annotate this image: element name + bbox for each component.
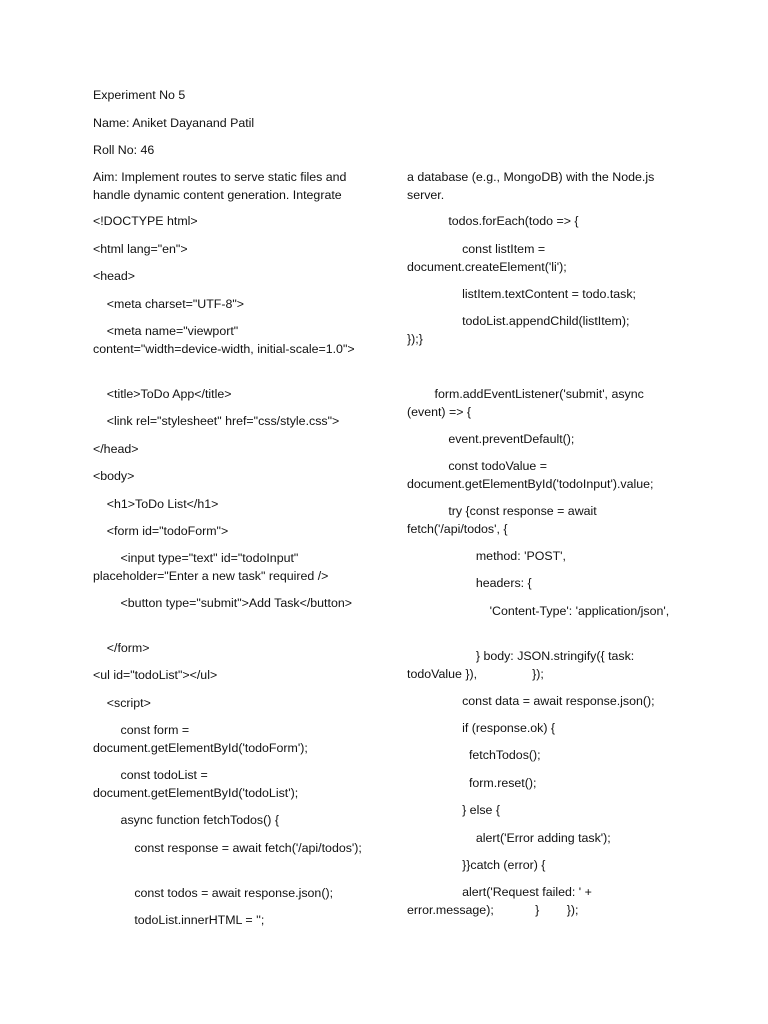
code-line: headers: { <box>407 576 532 590</box>
code-line: listItem.textContent = todo.task; <box>407 287 636 301</box>
code-line: </head> <box>93 442 139 456</box>
experiment-number: Experiment No 5 <box>93 88 186 102</box>
code-line: <input type="text" id="todoInput" placeholder="Enter a new task" required /> <box>93 551 329 583</box>
code-line: <title>ToDo App</title> <box>93 387 232 401</box>
code-line: <meta charset="UTF-8"> <box>93 297 245 311</box>
code-line: todoList.appendChild(listItem); });} <box>407 314 630 346</box>
code-line: <body> <box>93 469 135 483</box>
code-line: <head> <box>93 269 136 283</box>
code-line: event.preventDefault(); <box>407 432 575 446</box>
code-line: <script> <box>93 696 151 710</box>
code-line: <!DOCTYPE html> <box>93 214 198 228</box>
code-line: method: 'POST', <box>407 549 566 563</box>
code-line: fetchTodos(); <box>407 748 541 762</box>
code-line: alert('Error adding task'); <box>407 831 611 845</box>
student-name: Name: Aniket Dayanand Patil <box>93 116 255 130</box>
code-line: const data = await response.json(); <box>407 694 655 708</box>
code-line: <link rel="stylesheet" href="css/style.css"> <box>93 414 340 428</box>
code-line: } body: JSON.stringify({ task: todoValue }), }); <box>407 649 638 681</box>
code-line: todos.forEach(todo => { <box>407 214 579 228</box>
code-line: }}catch (error) { <box>407 858 546 872</box>
aim-continued: a database (e.g., MongoDB) with the Node.js server. <box>407 170 658 202</box>
roll-number: Roll No: 46 <box>93 143 155 157</box>
code-line: alert('Request failed: ' + error.message); } }); <box>407 885 596 917</box>
code-line: form.reset(); <box>407 776 537 790</box>
code-line: const todoValue = document.getElementById('todoInput').value; <box>407 459 654 491</box>
code-line: </form> <box>93 641 150 655</box>
code-line: const todoList = document.getElementById('todoList'); <box>93 768 299 800</box>
code-line: form.addEventListener('submit', async (event) => { <box>407 387 648 419</box>
code-line: todoList.innerHTML = ''; <box>93 913 265 927</box>
code-line: const listItem = document.createElement('li'); <box>407 242 567 274</box>
code-line: const form = document.getElementById('todoForm'); <box>93 723 308 755</box>
code-line: <button type="submit">Add Task</button> <box>93 596 352 610</box>
code-line: } else { <box>407 803 500 817</box>
code-line: <form id="todoForm"> <box>93 524 229 538</box>
code-line: if (response.ok) { <box>407 721 556 735</box>
code-line: <h1>ToDo List</h1> <box>93 497 219 511</box>
code-line: <ul id="todoList"></ul> <box>93 668 218 682</box>
code-line: async function fetchTodos() { <box>93 813 279 827</box>
code-line: <html lang="en"> <box>93 242 188 256</box>
code-line: try {const response = await fetch('/api/todos', { <box>407 504 601 536</box>
code-line: <meta name="viewport" content="width=device-width, initial-scale=1.0"> <box>93 324 355 356</box>
code-line: 'Content-Type': 'application/json', <box>407 604 670 618</box>
aim-text: Aim: Implement routes to serve static files and handle dynamic content generation. Integrate <box>93 170 350 202</box>
code-line: const response = await fetch('/api/todos'); <box>93 841 362 855</box>
code-line: const todos = await response.json(); <box>93 886 334 900</box>
